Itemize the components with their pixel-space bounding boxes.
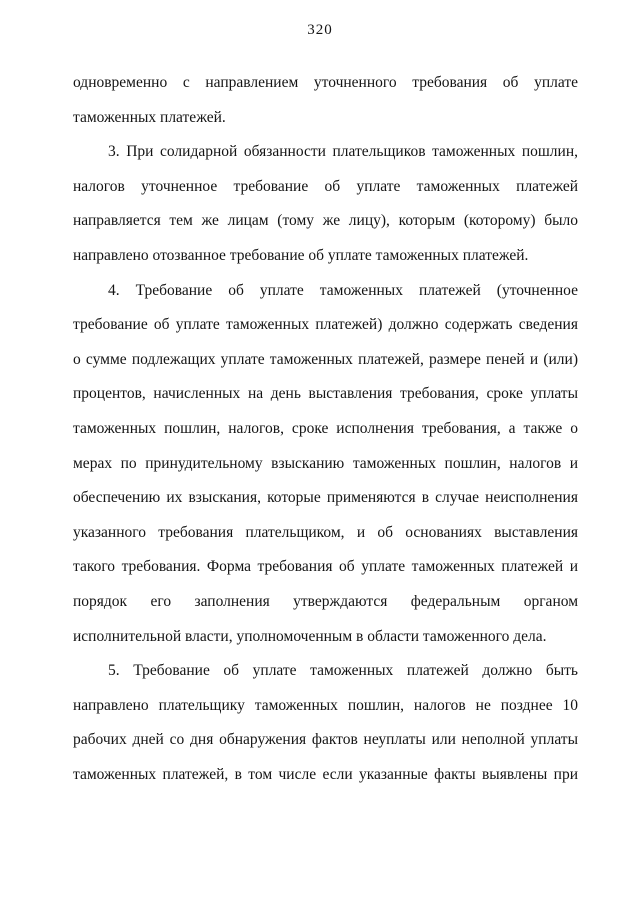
page-number: 320 [307,22,333,38]
text-line: направлено отозванное требование об уплате таможенных платежей. [73,246,529,264]
text-line: таможенных платежей, в том числе если указанные факты выявлены при [73,765,578,783]
text-line: требование об уплате таможенных платежей) должно содержать сведения [73,316,578,334]
paragraph-continuation [73,66,578,135]
text-line: 5. Требование об уплате таможенных платежей должно быть [108,662,578,680]
text-line: обеспечению их взыскания, которые применяются в случае неисполнения [73,489,578,507]
text-line: таможенных платежей. [73,108,226,126]
text-line: процентов, начисленных на день выставления требования, сроке уплаты [73,385,578,403]
text-line: порядок его заполнения утверждаются федеральным органом [73,592,578,610]
paragraph-item-5 [73,654,578,792]
paragraph-item-3 [73,135,578,273]
text-line: о сумме подлежащих уплате таможенных платежей, размере пеней и (или) [73,350,578,368]
text-line: такого требования. Форма требования об уплате таможенных платежей и [73,558,578,576]
text-line: налогов уточненное требование об уплате таможенных платежей [73,177,578,195]
text-block [73,66,578,792]
text-line: 4. Требование об уплате таможенных платежей (уточненное [108,281,578,299]
text-line: направляется тем же лицам (тому же лицу), которым (которому) было [73,212,578,230]
text-line: направлено плательщику таможенных пошлин, налогов не позднее 10 [73,696,578,714]
text-line: мерах по принудительному взысканию таможенных пошлин, налогов и [73,454,578,472]
text-line: рабочих дней со дня обнаружения фактов неуплаты или неполной уплаты [73,731,578,749]
text-line: 3. При солидарной обязанности плательщиков таможенных пошлин, [108,143,578,161]
text-line: одновременно с направлением уточненного требования об уплате [73,74,578,91]
text-line: таможенных пошлин, налогов, сроке исполнения требования, а также о [73,419,578,437]
text-line: указанного требования плательщиком, и об основаниях выставления [73,523,578,541]
paragraph-item-4 [73,274,578,655]
text-line: исполнительной власти, уполномоченным в области таможенного дела. [73,627,547,645]
